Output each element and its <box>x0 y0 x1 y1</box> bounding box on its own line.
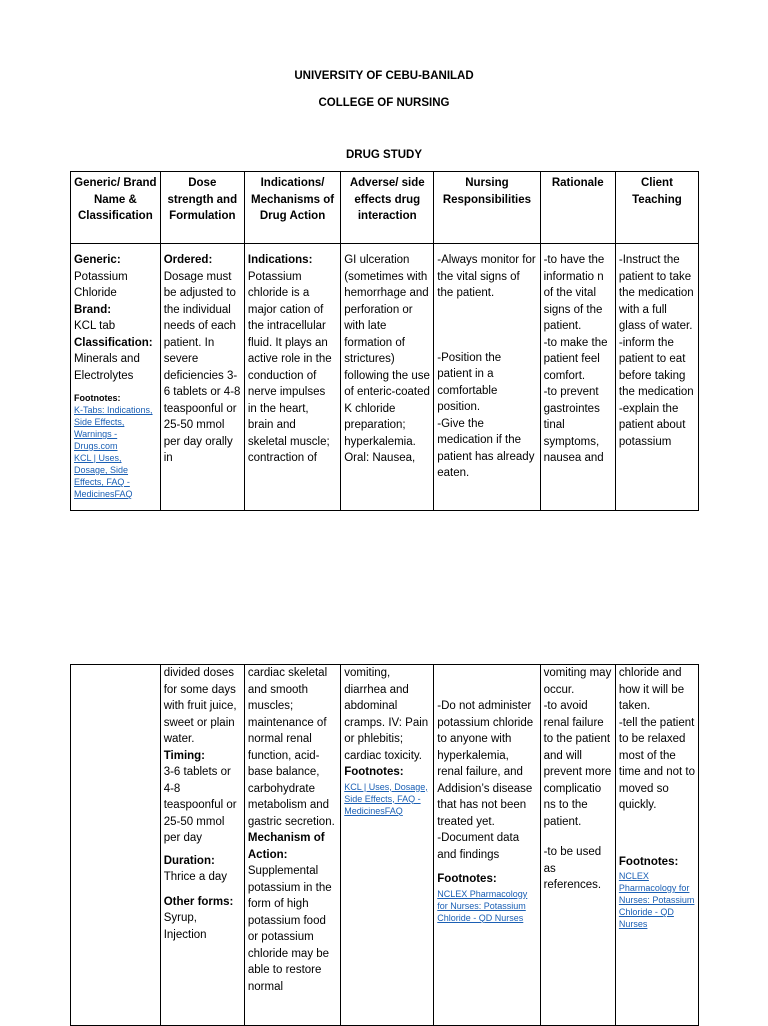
indications-cell <box>244 665 340 1026</box>
rationale-item: -to make the patient feel comfort. <box>543 336 608 382</box>
footnote-link-medicinesfaq[interactable]: KCL | Uses, Dosage, Side Effects, FAQ - MedicinesFAQ <box>74 453 133 499</box>
column-header: Generic/ Brand Name & Classification <box>71 172 161 244</box>
column-header: Rationale <box>540 172 615 244</box>
ordered-label: Ordered: <box>163 254 213 266</box>
nursing-item: -Document data and findings <box>437 832 520 861</box>
generic-label: Generic: <box>74 254 121 266</box>
teaching-item: -explain the patient about potassium <box>618 402 686 448</box>
university-name: UNIVERSITY OF CEBU-BANILAD <box>294 70 474 82</box>
teaching-item: -Instruct the patient to take the medication with a full glass of water. <box>618 254 694 332</box>
generic-cell <box>71 244 161 511</box>
teaching-item: chloride and how it will be taken. <box>618 667 685 712</box>
rationale-cell <box>540 244 615 511</box>
dose-cell <box>160 665 244 1026</box>
column-header: Indications/ Mechanisms of Drug Action <box>244 172 340 244</box>
column-header: Dose strength and Formulation <box>160 172 244 244</box>
table-row <box>71 665 699 1026</box>
footnotes-label: Footnotes: <box>74 393 121 403</box>
teaching-item: -inform the patient to eat before taking the medication <box>618 336 694 398</box>
teaching-item: -tell the patient to be relaxed most of the time and not to moved so quickly. <box>618 716 695 811</box>
adverse-footnotes-label: Footnotes: <box>344 766 404 778</box>
indications-label: Indications: <box>247 254 313 266</box>
table-row <box>71 244 699 511</box>
timing-label: Timing: <box>163 749 206 762</box>
table-header-row <box>71 172 699 244</box>
adverse-cell <box>341 244 434 511</box>
footnote-link-qd-nurses[interactable]: NCLEX Pharmacology for Nurses: Potassium Chloride - QD Nurses <box>618 871 695 929</box>
timing-text: 3-6 tablets or 4-8 teaspoonful or 25-50 mmol per day <box>163 766 237 844</box>
generic-value: Potassium Chloride <box>74 270 128 299</box>
mechanism-text: Supplemental potassium in the form of high potassium food or potassium chloride may be able to restore normal <box>247 865 332 993</box>
rationale-item: vomiting may occur. <box>543 667 612 696</box>
brand-value: KCL tab <box>74 320 116 332</box>
column-header: Adverse/ side effects drug interaction <box>341 172 434 244</box>
adverse-text: GI ulceration (sometimes with hemorrhage and perforation or with late formation of strictures) following the use of enteric-coated K chloride preparation; hyperkalemia. Oral: Nausea, <box>344 254 430 464</box>
other-forms-label: Other forms: <box>163 895 234 908</box>
rationale-item: -to be used as references. <box>543 846 602 891</box>
teaching-cell <box>615 665 698 1026</box>
classification-label: Classification: <box>74 336 153 349</box>
other-forms-text: Syrup, Injection <box>163 912 207 941</box>
footnote-link-medicinesfaq[interactable]: KCL | Uses, Dosage, Side Effects, FAQ - MedicinesFAQ <box>344 781 428 816</box>
rationale-cell <box>540 665 615 1026</box>
nursing-cell <box>434 244 540 511</box>
brand-label: Brand: <box>74 303 112 316</box>
drug-study-table-page1 <box>70 171 699 511</box>
duration-text: Thrice a day <box>163 871 227 883</box>
footnote-link-drugs-com[interactable]: K-Tabs: Indications, Side Effects, Warnings - Drugs.com <box>74 405 153 451</box>
mechanism-label: Mechanism of Action: <box>247 832 325 861</box>
drug-study-table-page2 <box>70 664 699 1026</box>
nursing-item: -Position the patient in a comfortable position. <box>437 351 502 413</box>
adverse-text: vomiting, diarrhea and abdominal cramps. IV: Pain or phlebitis; cardiac toxicity. <box>344 667 429 762</box>
duration-label: Duration: <box>163 854 215 867</box>
nursing-footnotes-label: Footnotes: <box>437 873 497 885</box>
adverse-cell <box>341 665 434 1026</box>
indications-text: Potassium chloride is a major cation of the intracellular fluid. It plays an active role in the conduction of nerve impulses in the heart, brain and skeletal muscle; contraction of <box>247 270 332 464</box>
dose-cell <box>160 244 244 511</box>
nursing-item: -Do not administer potassium chloride to anyone with hyperkalemia, renal failure, and Addision’s disease that has not been treated yet. <box>437 700 534 828</box>
nursing-item: -Always monitor for the vital signs of the patient. <box>437 254 536 299</box>
footnote-link-qd-nurses[interactable]: NCLEX Pharmacology for Nurses: Potassium Chloride - QD Nurses <box>437 888 528 923</box>
generic-cell-empty <box>71 665 161 1026</box>
teaching-footnotes-label: Footnotes: <box>618 855 679 868</box>
rationale-item: -to prevent gastrointes tinal symptoms, nausea and <box>543 386 604 464</box>
rationale-item: -to have the informatio n of the vital signs of the patient. <box>543 254 605 332</box>
document-title: DRUG STUDY <box>345 149 423 161</box>
rationale-item: -to avoid renal failure to the patient and will prevent more complicatio ns to the patient. <box>543 700 612 828</box>
college-name: COLLEGE OF NURSING <box>318 97 450 109</box>
classification-value: Minerals and Electrolytes <box>74 353 140 382</box>
dose-text: Dosage must be adjusted to the individual needs of each patient. In severe deficiencies 3-6 tablets or 4-8 teaspoonful or 25-50 mmol per day orally in <box>163 270 241 464</box>
indications-text: cardiac skeletal and smooth muscles; maintenance of normal renal function, acid-base balance, carbohydrate metabolism and gastric secretion. <box>247 667 335 828</box>
teaching-cell <box>615 244 698 511</box>
column-header: Nursing Responsibilities <box>434 172 540 244</box>
dose-text: divided doses for some days with fruit juice, sweet or plain water. <box>163 667 237 745</box>
nursing-item: -Give the medication if the patient has already eaten. <box>437 417 535 479</box>
column-header: Client Teaching <box>615 172 698 244</box>
nursing-cell <box>434 665 540 1026</box>
indications-cell <box>244 244 340 511</box>
